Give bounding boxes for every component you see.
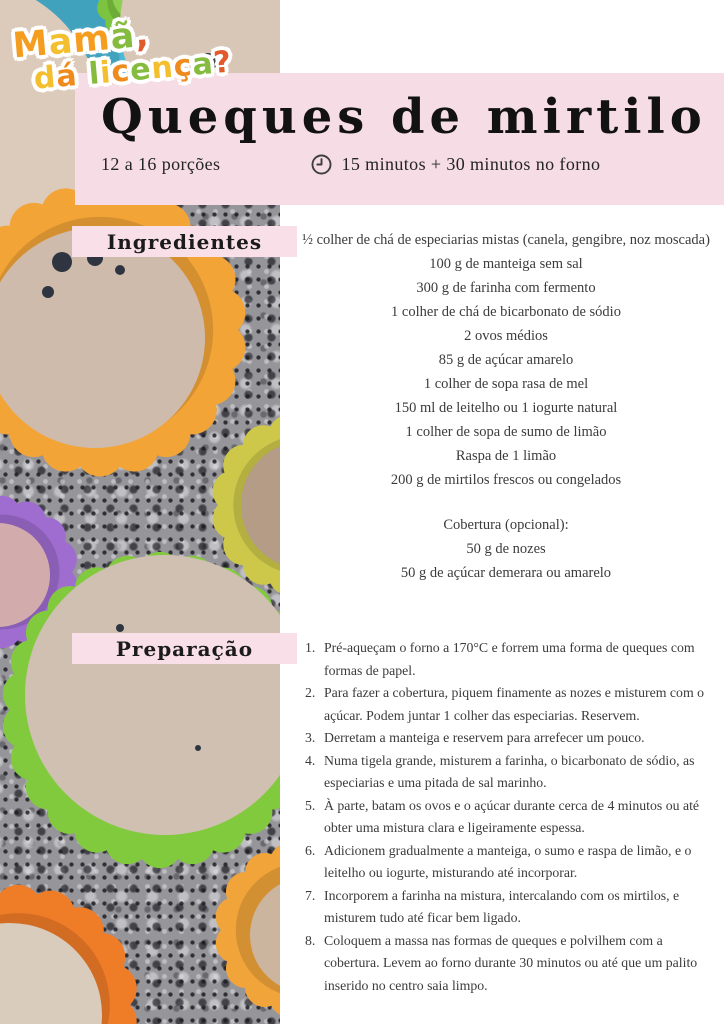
blueberry-spot (195, 745, 201, 751)
step-number: 8. (305, 932, 316, 948)
step-number: 4. (305, 752, 316, 768)
logo-letter: á (54, 58, 80, 95)
ingredient-item: Raspa de 1 limão (455, 448, 557, 464)
time-label: 15 minutos + 30 minutos no forno (341, 153, 601, 174)
topping-subsection (288, 513, 724, 585)
topping-item: 50 g de açúcar demerara ou amarelo (400, 565, 612, 581)
step-number: 5. (305, 797, 316, 813)
step-number: 2. (305, 685, 316, 700)
title-banner (75, 73, 724, 205)
ingredient-item: 85 g de açúcar amarelo (438, 352, 574, 368)
step-number: 7. (305, 887, 316, 903)
orange-cup-bottom-right (216, 843, 280, 1018)
preparation-step (305, 930, 717, 998)
logo-letter: a (190, 46, 216, 83)
logo-letter: c (109, 53, 132, 90)
blueberry-spot (52, 252, 72, 272)
logo-letter: e (128, 51, 153, 89)
ingredients-items (288, 228, 724, 492)
step-text: Pré-aqueçam o forno a 170°C e forrem uma forma de queques com formas de papel. (324, 640, 695, 678)
preparation-step (305, 885, 717, 930)
ingredient-item: 1 colher de sopa de sumo de limão (405, 424, 607, 440)
step-text: Derretam a manteiga e reservem para arrefecer um pouco. (324, 730, 645, 745)
logo-letter: a (46, 21, 75, 64)
logo-letter: i (98, 55, 113, 91)
logo-letter: n (149, 49, 176, 87)
recipe-meta (101, 151, 701, 177)
step-number: 3. (305, 730, 316, 745)
ingredient-item: ½ colher de chá de especiarias mistas (canela, gengibre, noz moscada) (302, 232, 710, 248)
ingredient-item: 200 g de mirtilos frescos ou congelados (390, 472, 622, 488)
step-text: Coloquem a massa nas formas de queques e polvilhem com a cobertura. Levem ao forno durante 30 minutos ou até que um palito inserido no centro saia limpo. (324, 932, 698, 993)
step-text: À parte, batam os ovos e o açúcar durante cerca de 4 minutos ou até obter uma mistura clara e ligeiramente espessa. (324, 797, 700, 835)
ingredient-item: 150 ml de leitelho ou 1 iogurte natural (394, 400, 618, 416)
page-title: Queques de mirtilo (101, 89, 707, 145)
logo-letter: ? (212, 44, 234, 82)
section-label-ingredients: Ingredientes (72, 226, 297, 257)
preparation-step (305, 682, 717, 727)
step-text: Para fazer a cobertura, piquem finamente as nozes e misturem com o açúcar. Podem juntar 1 colher das especiarias. Reservem. (324, 685, 705, 723)
topping-item: 50 g de nozes (466, 541, 546, 557)
blueberry-spot (42, 286, 54, 298)
preparation-step (305, 750, 717, 795)
clock-icon (310, 153, 333, 176)
orange-cup-bottom-left (0, 885, 137, 1024)
step-text: Adicionem gradualmente a manteiga, o sumo e raspa de limão, e o leitelho ou iogurte, misturando até incorporar. (324, 842, 692, 880)
logo-letter: , (133, 14, 152, 56)
preparation-step (305, 727, 717, 750)
logo-letter: M (11, 23, 51, 67)
step-text: Incorporem a farinha na mistura, intercalando com os mirtilos, e misturem tudo até ficar bem ligado. (324, 887, 680, 925)
ingredients-list (288, 228, 724, 585)
section-label-preparation: Preparação (72, 633, 297, 664)
preparation-step (305, 637, 717, 682)
logo-letter: ç (172, 48, 194, 85)
preparation-step (305, 795, 717, 840)
topping-heading: Cobertura (opcional): (443, 517, 569, 533)
blueberry-spot (115, 265, 125, 275)
ingredient-item: 1 colher de chá de bicarbonato de sódio (391, 304, 621, 320)
logo-letter: l (87, 56, 102, 92)
preparation-step (305, 840, 717, 885)
step-number: 6. (305, 842, 316, 858)
topping-items (288, 537, 724, 585)
logo-letter: d (32, 59, 58, 97)
logo-letter: ã (108, 15, 137, 58)
step-number: 1. (305, 640, 316, 655)
ingredient-item: 1 colher de sopa rasa de mel (423, 376, 589, 392)
preparation-steps (305, 637, 717, 997)
blueberry-spot (116, 624, 124, 632)
ingredient-item: 100 g de manteiga sem sal (429, 256, 583, 272)
servings-label: 12 a 16 porções (101, 153, 221, 174)
step-text: Numa tigela grande, misturem a farinha, o bicarbonato de sódio, as especiarias e uma pitada de sal marinho. (324, 752, 695, 790)
ingredient-item: 2 ovos médios (464, 328, 548, 344)
ingredient-item: 300 g de farinha com fermento (416, 280, 596, 296)
logo-letter: m (71, 18, 113, 62)
